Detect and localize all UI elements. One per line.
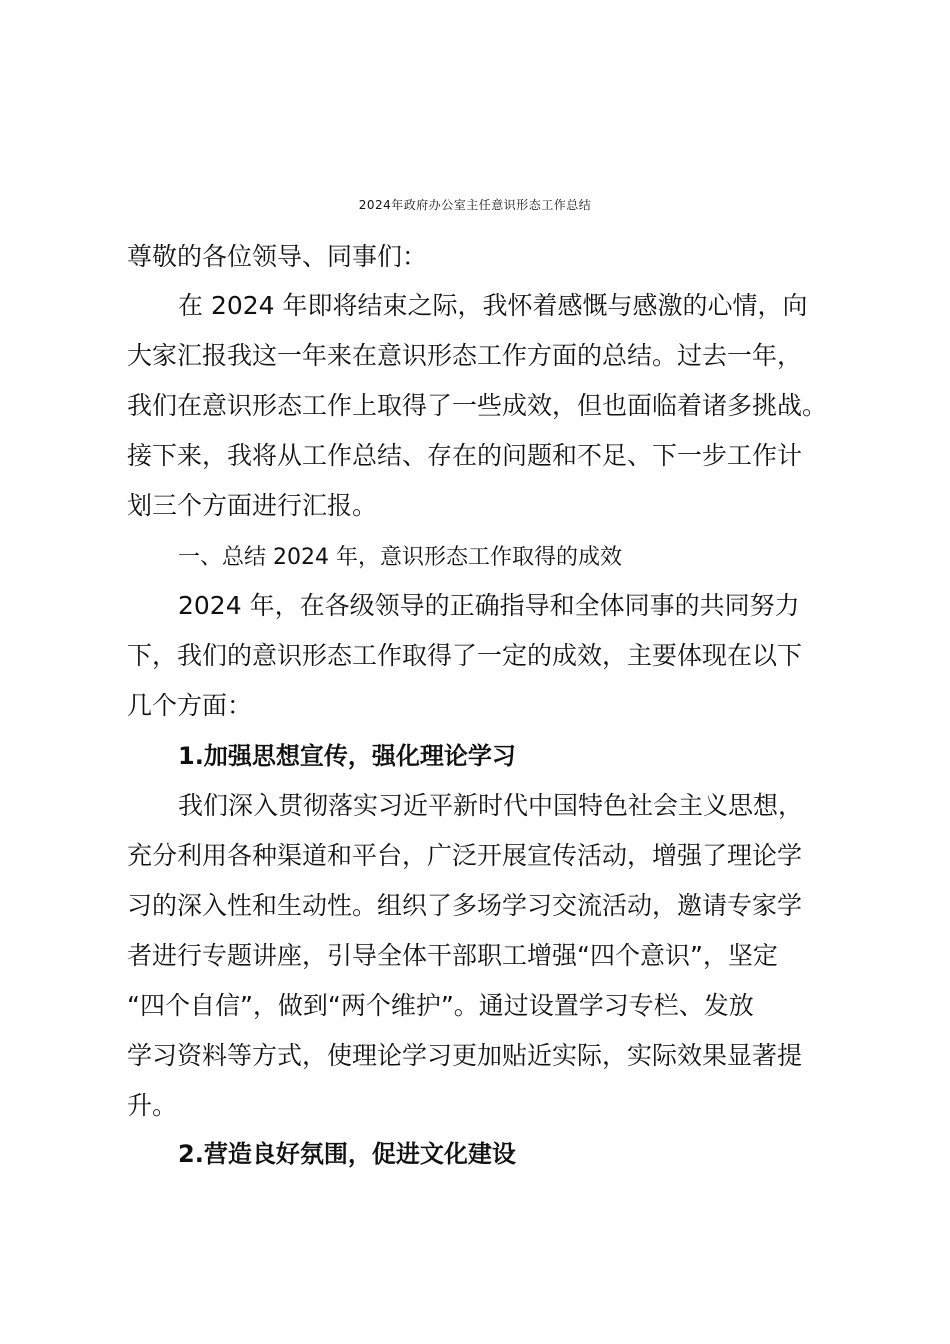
- subsection-line: 学习资料等方式，使理论学习更加贴近实际，实际效果显著提: [127, 1041, 803, 1070]
- subsection-line: 者进行专题讲座，引导全体干部职工增强“四个意识”，坚定: [127, 941, 778, 970]
- section-line: 下，我们的意识形态工作取得了一定的成效，主要体现在以下: [127, 641, 803, 670]
- subsection-line: 充分利用各种渠道和平台，广泛开展宣传活动，增强了理论学: [127, 841, 803, 870]
- subsection-heading: 2.营造良好氛围，促进文化建设: [178, 1140, 516, 1168]
- subsection-line: 习的深入性和生动性。组织了多场学习交流活动，邀请专家学: [127, 891, 803, 920]
- section-line: 几个方面：: [127, 691, 253, 720]
- intro-line: 大家汇报我这一年来在意识形态工作方面的总结。过去一年，: [127, 341, 803, 370]
- section-line: 2024 年，在各级领导的正确指导和全体同事的共同努力: [178, 591, 800, 620]
- salutation: 尊敬的各位领导、同事们：: [127, 242, 428, 271]
- intro-line: 我们在意识形态工作上取得了一些成效，但也面临着诸多挑战。: [127, 391, 828, 420]
- intro-line: 接下来，我将从工作总结、存在的问题和不足、下一步工作计: [127, 441, 803, 470]
- section-heading: 一、总结 2024 年，意识形态工作取得的成效: [178, 545, 622, 570]
- intro-line: 划三个方面进行汇报。: [127, 491, 378, 520]
- document-title: 2024年政府办公室主任意识形态工作总结: [358, 198, 592, 212]
- subsection-heading: 1.加强思想宣传，强化理论学习: [178, 742, 516, 770]
- subsection-line: 我们深入贯彻落实习近平新时代中国特色社会主义思想，: [178, 791, 804, 820]
- subsection-line: 升。: [127, 1091, 178, 1120]
- subsection-line: “四个自信”，做到“两个维护”。通过设置学习专栏、发放: [127, 991, 754, 1020]
- intro-line: 在 2024 年即将结束之际，我怀着感慨与感激的心情，向: [178, 291, 808, 320]
